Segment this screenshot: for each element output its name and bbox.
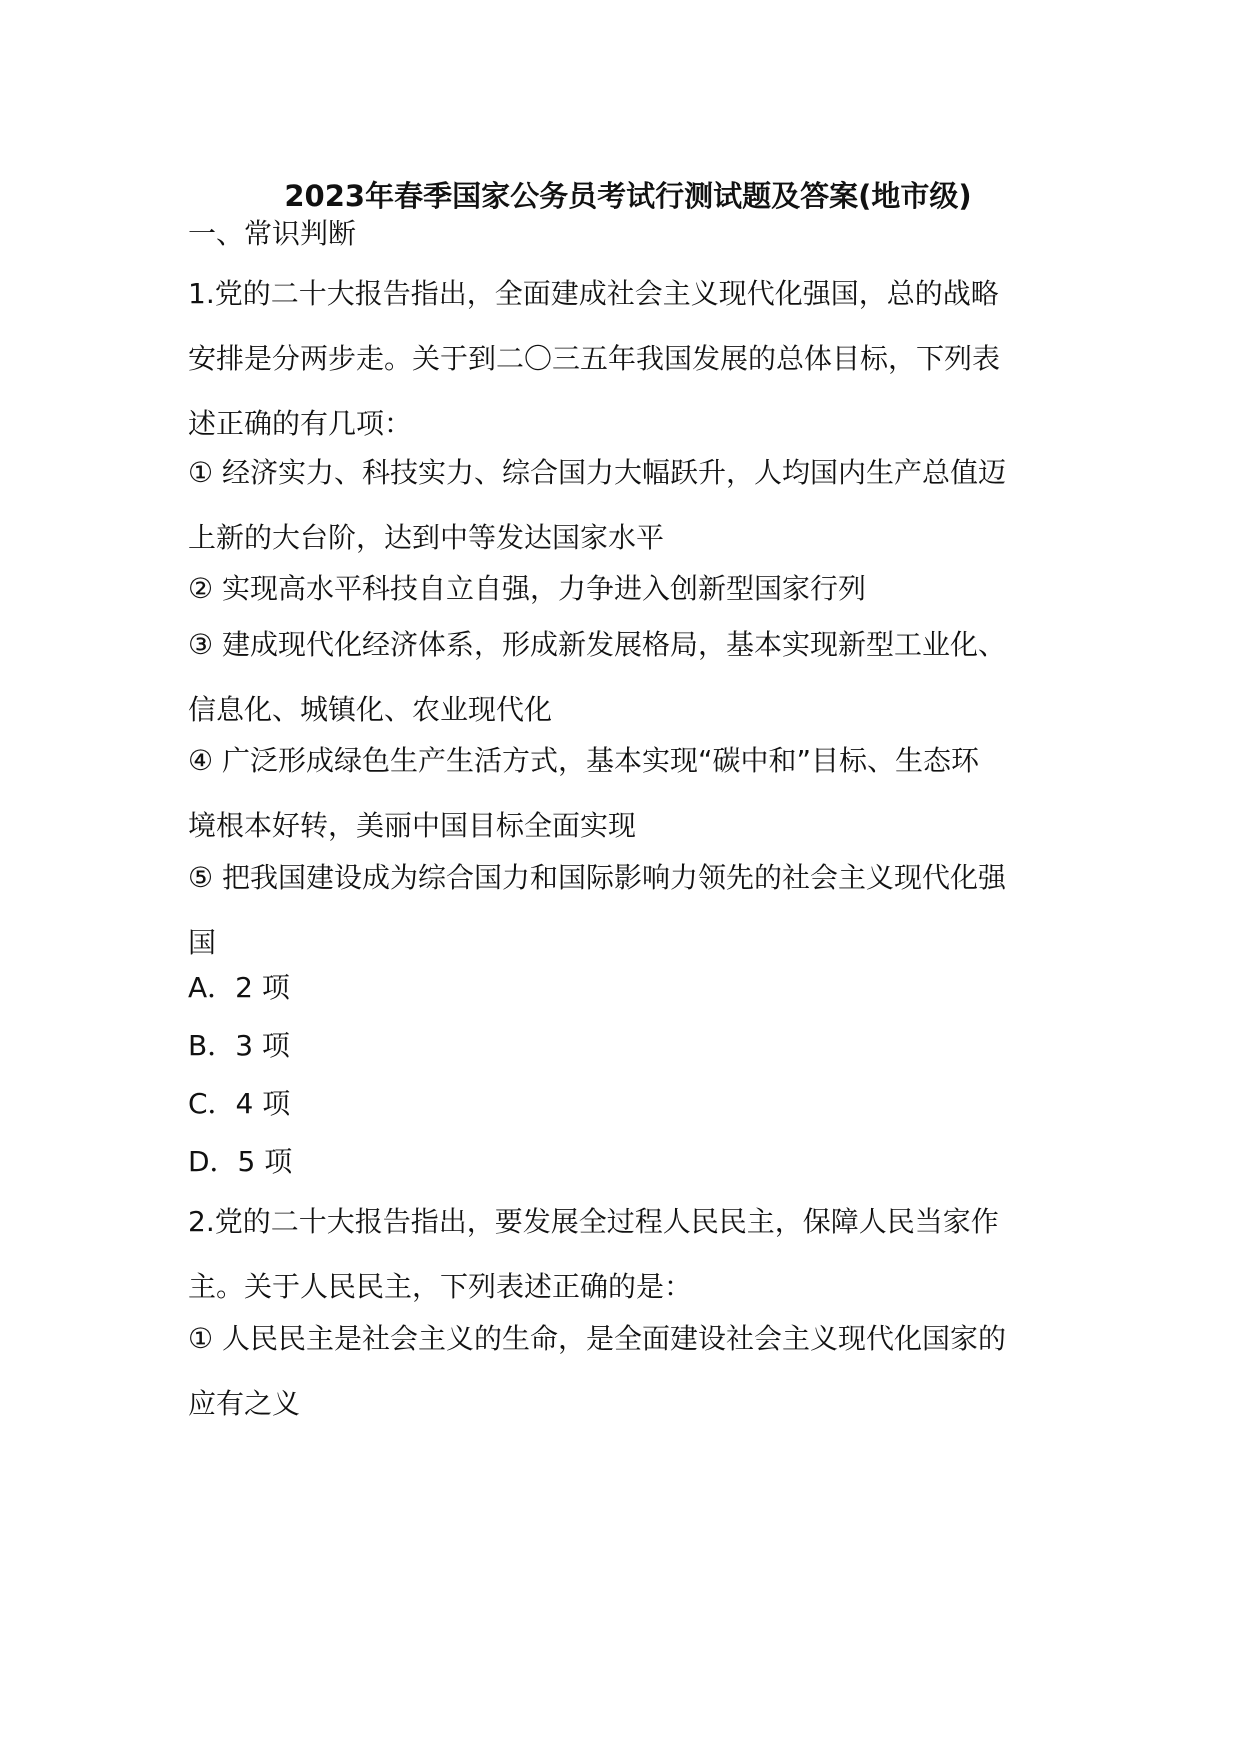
item-line: ⑤ 把我国建设成为综合国力和国际影响力领先的社会主义现代化强 xyxy=(188,861,1007,894)
question-2-stem-line: 主。关于人民民主，下列表述正确的是： xyxy=(188,1270,693,1303)
question-1-item-5 xyxy=(188,845,1068,975)
question-1-item-1 xyxy=(188,440,1068,570)
item-line: ③ 建成现代化经济体系，形成新发展格局，基本实现新型工业化、 xyxy=(188,628,1007,661)
option-b: B．3 项 xyxy=(188,1029,290,1062)
item-line: 信息化、城镇化、农业现代化 xyxy=(188,693,553,726)
question-1-stem xyxy=(188,261,1068,456)
document-page xyxy=(188,0,1068,1754)
item-line: 上新的大台阶，达到中等发达国家水平 xyxy=(188,521,665,554)
question-1-stem-line: 安排是分两步走。关于到二〇三五年我国发展的总体目标，下列表 xyxy=(188,342,1001,375)
question-1-stem-line: 述正确的有几项： xyxy=(188,407,413,440)
question-2-item-1 xyxy=(188,1306,1068,1436)
item-line: 境根本好转，美丽中国目标全面实现 xyxy=(188,809,637,842)
item-line: ① 人民民主是社会主义的生命，是全面建设社会主义现代化国家的 xyxy=(188,1322,1007,1355)
option-a: A．2 项 xyxy=(188,971,290,1004)
item-line: 国 xyxy=(188,926,217,959)
document-title: 2023年春季国家公务员考试行测试题及答案(地市级) xyxy=(284,179,972,213)
item-line: ② 实现高水平科技自立自强，力争进入创新型国家行列 xyxy=(188,572,867,605)
question-2-stem xyxy=(188,1189,1068,1319)
item-line: ④ 广泛形成绿色生产生活方式，基本实现“碳中和”目标、生态环 xyxy=(188,744,980,777)
option-c: C．4 项 xyxy=(188,1087,291,1120)
item-line: ① 经济实力、科技实力、综合国力大幅跃升，人均国内生产总值迈 xyxy=(188,456,1007,489)
question-1-stem-line: 1.党的二十大报告指出，全面建成社会主义现代化强国，总的战略 xyxy=(188,277,999,310)
question-1-item-3 xyxy=(188,612,1068,742)
item-line: 应有之义 xyxy=(188,1387,301,1420)
question-1-item-4 xyxy=(188,728,1068,858)
question-2-stem-line: 2.党的二十大报告指出，要发展全过程人民民主，保障人民当家作 xyxy=(188,1205,999,1238)
option-d: D．5 项 xyxy=(188,1145,293,1178)
section-heading: 一、常识判断 xyxy=(188,217,357,250)
